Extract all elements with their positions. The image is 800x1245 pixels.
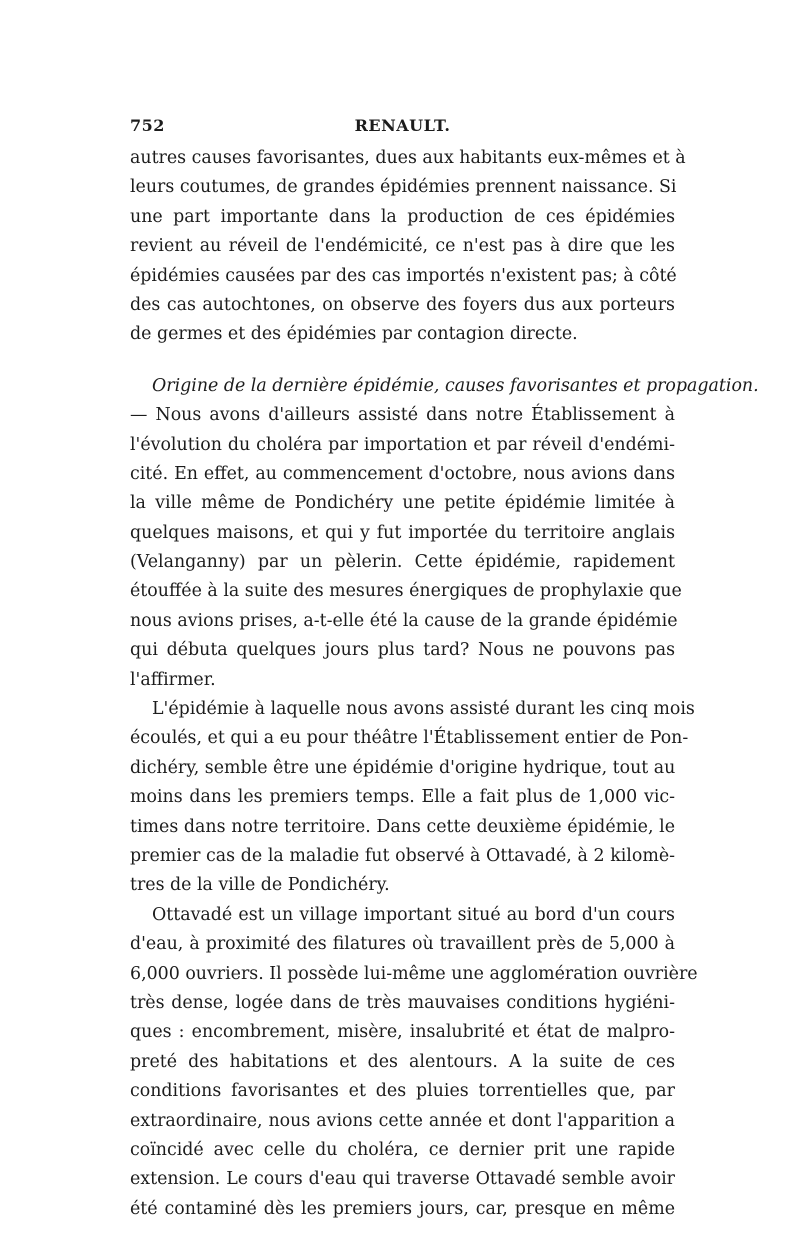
text-line: très dense, logée dans de très mauvaises conditions hygiéni- bbox=[130, 992, 675, 1013]
paragraph-4 bbox=[130, 901, 698, 1224]
text-line: revient au réveil de l'endémicité, ce n'est pas à dire que les bbox=[130, 236, 675, 257]
text-line: leurs coutumes, de grandes épidémies prennent naissance. Si bbox=[130, 177, 677, 198]
text-line: autres causes favorisantes, dues aux habitants eux-mêmes et à bbox=[130, 148, 686, 168]
text-line: l'affirmer. bbox=[130, 669, 216, 690]
text-line: conditions favorisantes et des pluies torrentielles que, par bbox=[130, 1081, 675, 1102]
text-line: quelques maisons, et qui y fut importée du territoire anglais bbox=[130, 522, 675, 543]
text-line: dichéry, semble être une épidémie d'origine hydrique, tout au bbox=[130, 757, 676, 778]
text-line: extension. Le cours d'eau qui traverse Ottavadé semble avoir bbox=[130, 1169, 675, 1190]
text-line: tres de la ville de Pondichéry. bbox=[130, 875, 390, 896]
text-line: (Velanganny) par un pèlerin. Cette épidémie, rapidement bbox=[130, 552, 675, 573]
text-line: coïncidé avec celle du choléra, ce dernier prit une rapide bbox=[130, 1139, 675, 1160]
text-line: une part importante dans la production de ces épidémies bbox=[130, 206, 675, 227]
text-line: de germes et des épidémies par contagion directe. bbox=[130, 324, 578, 345]
text-line: cité. En effet, au commencement d'octobre, nous avions dans bbox=[130, 463, 675, 484]
text-line: étouffée à la suite des mesures énergiques de prophylaxie que bbox=[130, 581, 682, 602]
book-page bbox=[130, 116, 759, 1224]
text-line: moins dans les premiers temps. Elle a fait plus de 1,000 vic- bbox=[130, 787, 675, 808]
running-title: RENAULT. bbox=[354, 116, 451, 135]
text-line: la ville même de Pondichéry une petite épidémie limitée à bbox=[130, 493, 675, 514]
text-line: premier cas de la maladie fut observé à Ottavadé, à 2 kilomè- bbox=[130, 845, 675, 866]
text-line: Ottavadé est un village important situé au bord d'un cours bbox=[152, 904, 675, 925]
text-line: l'évolution du choléra par importation et par réveil d'endémi- bbox=[130, 434, 675, 455]
section-origine bbox=[130, 372, 759, 695]
text-line: 6,000 ouvriers. Il possède lui-même une agglomération ouvrière bbox=[130, 963, 698, 984]
text-line: — Nous avons d'ailleurs assisté dans notre Établissement à bbox=[130, 405, 675, 426]
paragraph-3 bbox=[130, 695, 695, 901]
paragraph-gap bbox=[130, 350, 675, 372]
text-line: écoulés, et qui a eu pour théâtre l'Établissement entier de Pon- bbox=[130, 728, 689, 749]
text-line: nous avions prises, a-t-elle été la cause de la grande épidémie bbox=[130, 610, 678, 631]
text-line: épidémies causées par des cas importés n'existent pas; à côté bbox=[130, 265, 677, 286]
running-head bbox=[130, 116, 675, 144]
text-line: des cas autochtones, on observe des foyers dus aux porteurs bbox=[130, 294, 675, 315]
section-heading: Origine de la dernière épidémie, causes favorisantes et propagation. bbox=[152, 375, 759, 396]
text-line: extraordinaire, nous avions cette année et dont l'apparition a bbox=[130, 1110, 675, 1131]
text-line: d'eau, à proximité des filatures où travaillent près de 5,000 à bbox=[130, 934, 675, 955]
text-line: times dans notre territoire. Dans cette deuxième épidémie, le bbox=[130, 816, 675, 837]
text-line: preté des habitations et des alentours. A la suite de ces bbox=[130, 1051, 675, 1072]
text-line: ques : encombrement, misère, insalubrité et état de malpro- bbox=[130, 1022, 675, 1043]
text-line: L'épidémie à laquelle nous avons assisté durant les cinq mois bbox=[152, 699, 695, 720]
text-line: été contaminé dès les premiers jours, car, presque en même bbox=[130, 1198, 675, 1219]
text-line: qui débuta quelques jours plus tard? Nous ne pouvons pas bbox=[130, 640, 675, 661]
paragraph-1 bbox=[130, 144, 686, 350]
page-number: 752 bbox=[130, 116, 165, 135]
